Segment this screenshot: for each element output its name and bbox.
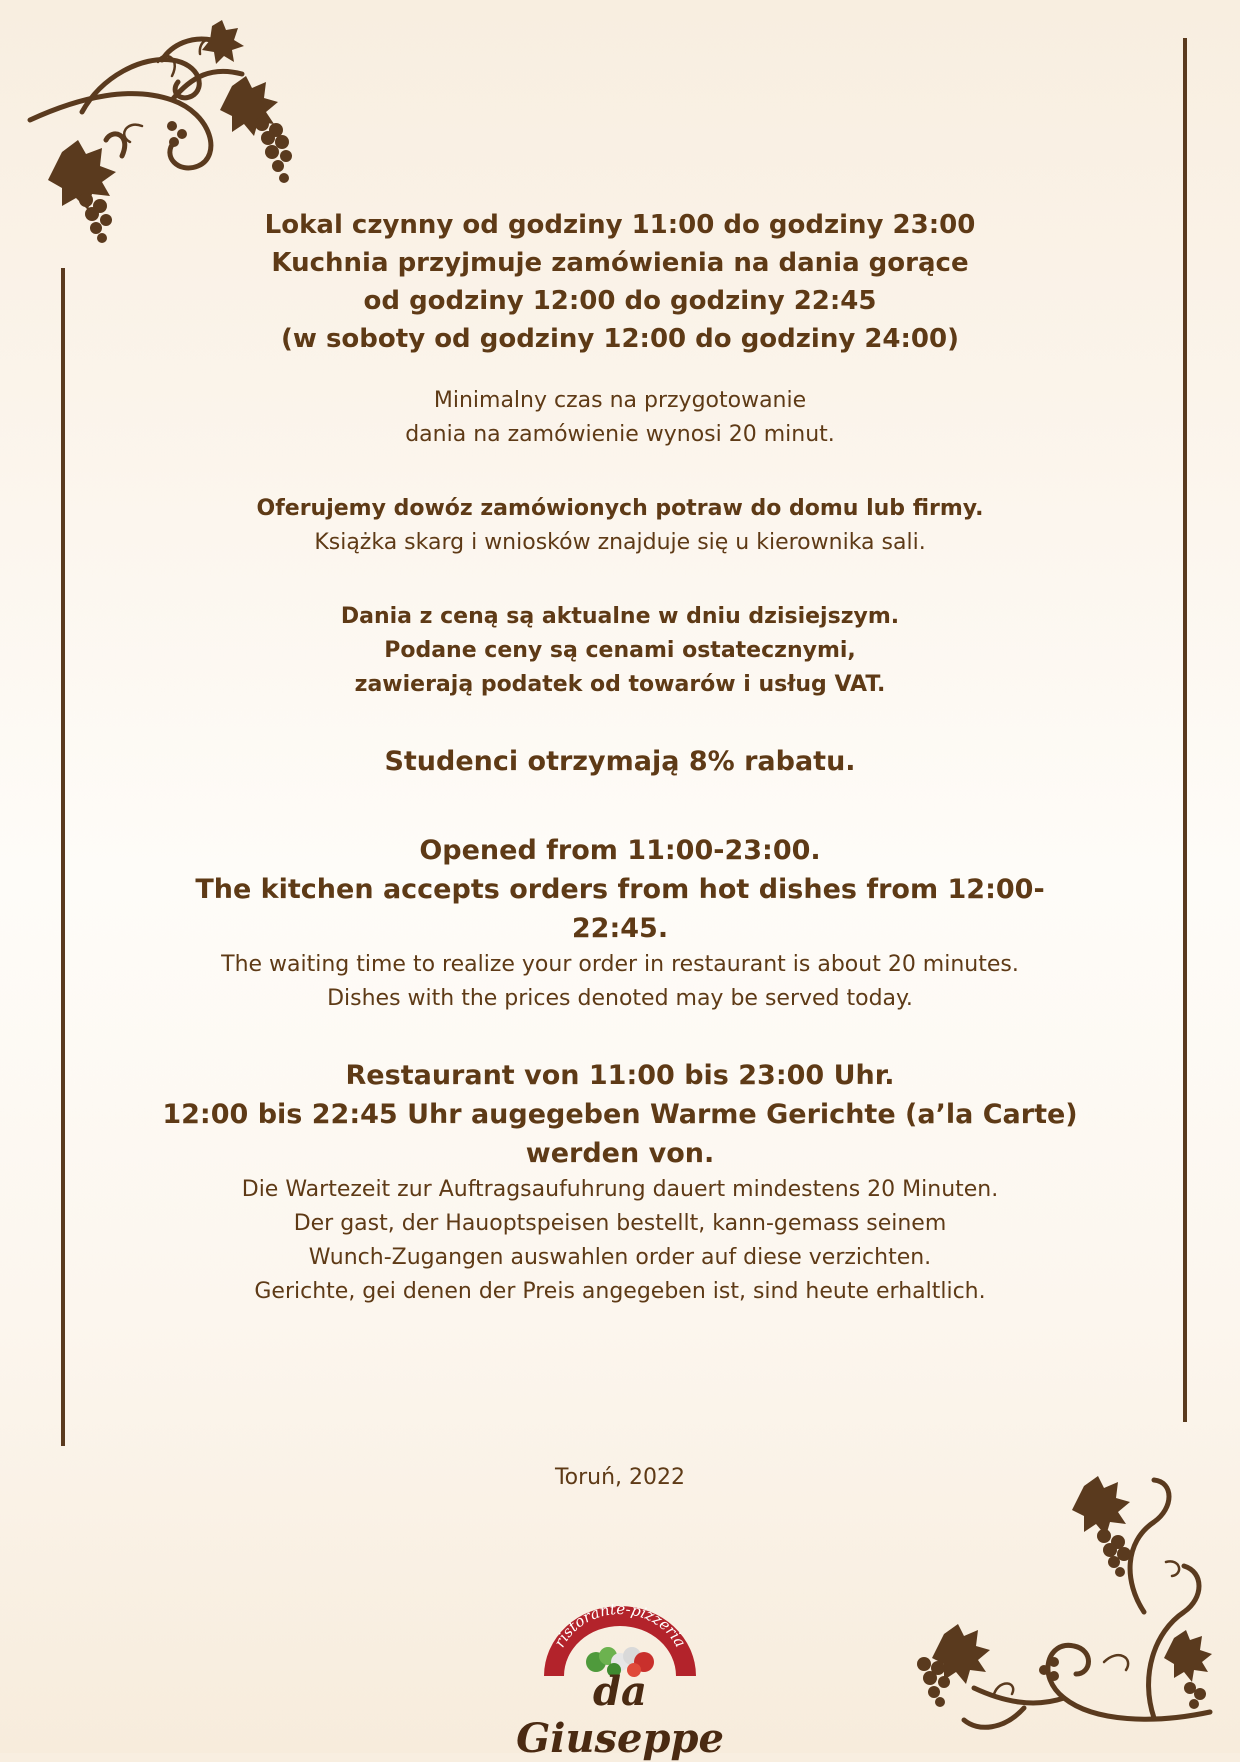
delivery-line: Oferujemy dowóz zamówionych potraw do domu lub firmy. (256, 496, 984, 521)
german-line-4: Gerichte, gei denen der Preis angegeben ist, sind heute erhaltlich. (254, 1279, 986, 1304)
german-heading-2: 12:00 bis 22:45 Uhr augegeben Warme Gerichte (a’la Carte) (162, 1099, 1078, 1130)
delivery-block (150, 492, 1090, 560)
right-border-line (1183, 38, 1187, 1422)
logo-arc-text: ristorante-pizzeria (550, 1599, 690, 1651)
english-line-2: Dishes with the prices denoted may be served today. (327, 986, 913, 1011)
hours-line-4: (w soboty od godziny 12:00 do godziny 24:00) (281, 324, 959, 354)
german-heading-3: werden von. (525, 1138, 715, 1169)
restaurant-logo (510, 1590, 730, 1762)
german-line-2: Der gast, der Hauoptspeisen bestellt, kann-gemass seinem (293, 1211, 947, 1236)
students-discount (150, 742, 1090, 781)
german-line-1: Die Wartezeit zur Auftragsaufuhrung dauert mindestens 20 Minuten. (241, 1177, 999, 1202)
prices-block (150, 600, 1090, 702)
left-border-line (61, 268, 65, 1446)
prices-line-3: zawierają podatek od towarów i usług VAT. (354, 672, 886, 697)
english-block (150, 831, 1090, 1016)
hours-line-1: Lokal czynny od godziny 11:00 do godziny 23:00 (264, 210, 976, 240)
prep-time-block (150, 384, 1090, 452)
prep-time-line-1: Minimalny czas na przygotowanie (433, 388, 807, 413)
hours-line-2: Kuchnia przyjmuje zamówienia na dania gorące (271, 248, 969, 278)
prep-time-line-2: dania na zamówienie wynosi 20 minut. (405, 422, 835, 447)
city-year: Toruń, 2022 (554, 1465, 686, 1490)
german-block (150, 1056, 1090, 1309)
logo-name: da Giuseppe (516, 1668, 724, 1762)
logo-emblem-icon (510, 1590, 730, 1680)
german-heading-1: Restaurant von 11:00 bis 23:00 Uhr. (345, 1060, 895, 1091)
prices-line-2: Podane ceny są cenami ostatecznymi, (384, 638, 856, 663)
hours-line-3: od godziny 12:00 do godziny 22:45 (363, 286, 877, 316)
english-line-1: The waiting time to realize your order in restaurant is about 20 minutes. (221, 952, 1019, 977)
grapevine-ornament-bottom-right (904, 1462, 1220, 1744)
english-heading-2: The kitchen accepts orders from hot dishes from 12:00-22:45. (195, 874, 1045, 944)
complaints-book-line: Książka skarg i wniosków znajduje się u kierownika sali. (314, 530, 926, 555)
opening-hours-block (150, 206, 1090, 358)
german-line-3: Wunch-Zugangen auswahlen order auf diese verzichten. (308, 1245, 932, 1270)
prices-line-1: Dania z ceną są aktualne w dniu dzisiejszym. (340, 604, 900, 629)
students-discount-line: Studenci otrzymają 8% rabatu. (384, 746, 856, 777)
english-heading-1: Opened from 11:00-23:00. (419, 835, 821, 866)
info-content (150, 206, 1090, 1309)
